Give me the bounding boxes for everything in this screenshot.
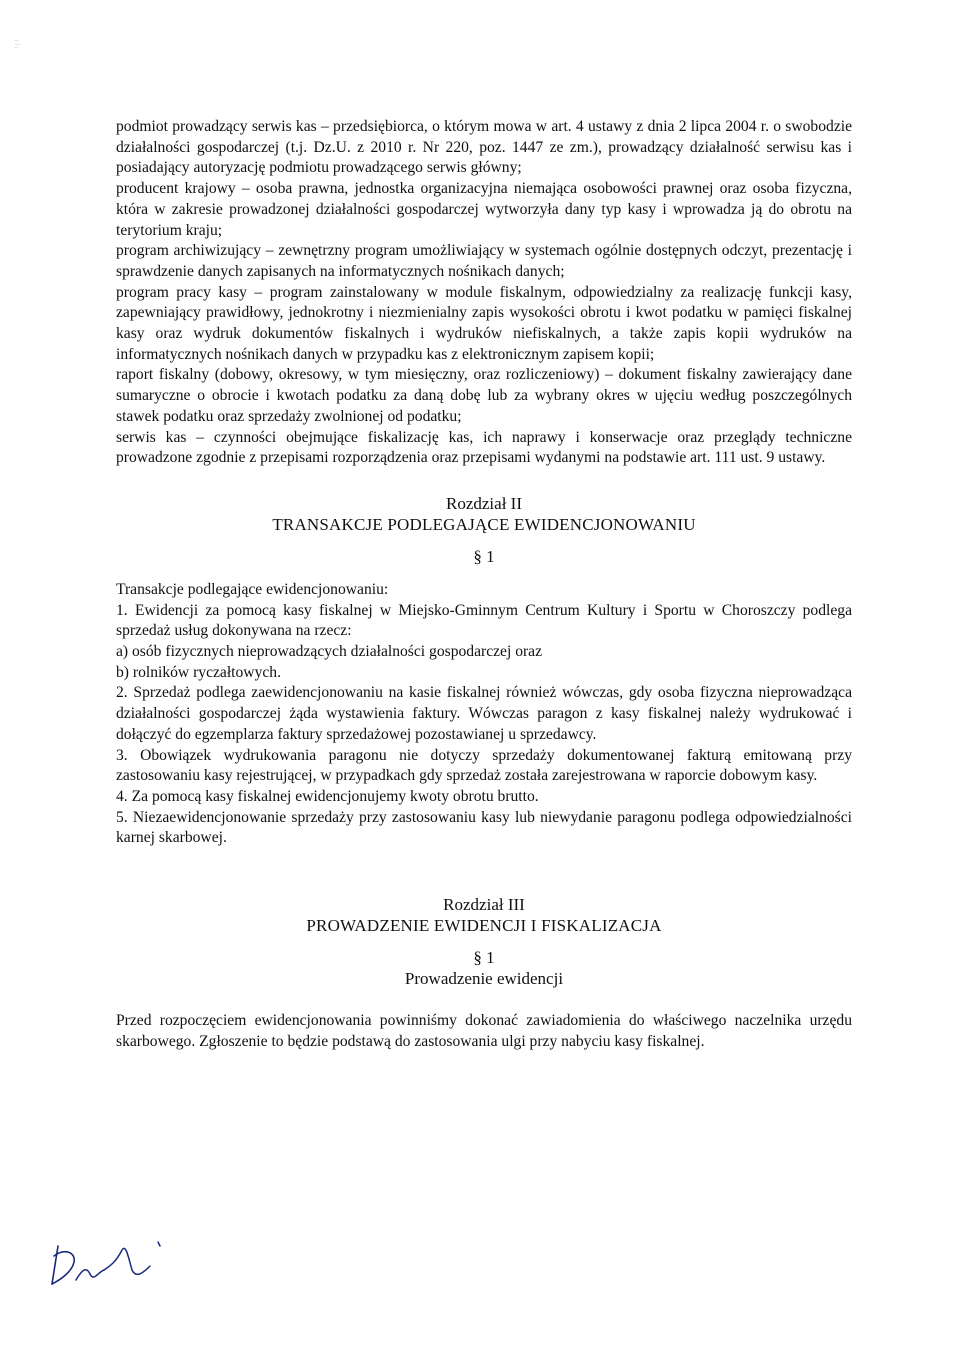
chapter-2-section-mark: § 1: [473, 546, 495, 566]
chapter-3-label: Rozdział III: [443, 895, 525, 915]
chapter-2-item-2: 2. Sprzedaż podlega zaewidencjonowaniu na kasie fiskalnej również wówczas, gdy osoba fizyczna nieprowadząca działalności gospodarczej żąda wystawienia faktury. Wówczas paragon z kasy fiskalnej należy wydrukować i dołączyć do egzemplarza faktury sprzedażowej pozostawianej u sprzedawcy.: [116, 684, 852, 743]
scan-artifact: [13, 36, 21, 46]
document-body: [116, 117, 852, 1053]
chapter-3-section-title: Prowadzenie ewidencji: [404, 969, 564, 989]
chapter-2-intro: Transakcje podlegające ewidencjonowaniu:: [116, 580, 389, 598]
definition-serwis-podmiot: podmiot prowadzący serwis kas – przedsiębiorca, o którym mowa w art. 4 ustawy z dnia 2 lipca 2004 r. o swobodzie działalności gospodarczej (t.j. Dz.U. z 2010 r. Nr 220, poz. 1447 ze zm.), prowadzący działalność serwisu kas i posiadający autoryzację podmiotu prowadzącego serwis główny;: [116, 118, 852, 177]
chapter-3-title: PROWADZENIE EWIDENCJI I FISKALIZACJA: [306, 916, 662, 936]
chapter-2-label: Rozdział II: [446, 493, 522, 513]
chapter-3-body: Przed rozpoczęciem ewidencjonowania powinniśmy dokonać zawiadomienia do właściwego naczelnika urzędu skarbowego. Zgłoszenie to będzie podstawą do zastosowania ulgi przy nabyciu kasy fiskalnej.: [116, 1012, 852, 1050]
definition-raport-fiskalny: raport fiskalny (dobowy, okresowy, w tym miesięczny, oraz rozliczeniowy) – dokument fiskalny zawierający dane sumaryczne o obrocie i kwotach podatku za daną dobę lub za wybrany okres w ujęciu według poszczególnych stawek podatku oraz sprzedaży zwolnionej od podatku;: [116, 366, 852, 425]
chapter-2-item-5: 5. Niezaewidencjonowanie sprzedaży przy zastosowaniu kasy lub niewydanie paragonu podlega odpowiedzialności karnej skarbowej.: [116, 808, 852, 847]
chapter-2-item-1a: a) osób fizycznych nieprowadzących działalności gospodarczej oraz: [116, 643, 543, 661]
chapter-3-section-mark: § 1: [473, 948, 495, 968]
definition-program-archiwizujacy: program archiwizujący – zewnętrzny program umożliwiający w systemach ogólnie dostępnych odczyt, prezentację i sprawdzenie danych zapisanych na informatycznych nośnikach danych;: [116, 242, 852, 280]
chapter-2-item-3: 3. Obowiązek wydrukowania paragonu nie dotyczy sprzedaży dokumentowanej fakturą emitowaną przy zastosowaniu kasy rejestrującej, w przypadkach gdy sprzedaż została zarejestrowana w raporcie dobowym kasy.: [116, 746, 852, 785]
definition-serwis-kas: serwis kas – czynności obejmujące fiskalizację kas, ich naprawy i konserwacje oraz przeglądy techniczne prowadzone zgodnie z przepisami rozporządzenia oraz przepisami wydanymi na podstawie art. 111 ust. 9 ustawy.: [116, 428, 852, 467]
chapter-2-item-4: 4. Za pomocą kasy fiskalnej ewidencjonujemy kwoty obrotu brutto.: [116, 787, 539, 805]
chapter-2-title: TRANSAKCJE PODLEGAJĄCE EWIDENCJONOWANIU: [272, 514, 696, 534]
definition-program-pracy-kasy: program pracy kasy – program zainstalowany w module fiskalnym, odpowiedzialny za realizację funkcji kasy, zapewniający prawidłowy, jednokrotny i niezmienialny zapis wysokości obrotu i kwot podatku w pamięci fiskalnej kasy oraz wydruk dokumentów fiskalnych i wydruków niefiskalnych, a także zapis kopii wydruków na informatycznych nośnikach danych w przypadku kas z elektronicznym zapisem kopii;: [116, 283, 852, 363]
chapter-2-item-1b: b) rolników ryczałtowych.: [116, 663, 281, 681]
definition-producent-krajowy: producent krajowy – osoba prawna, jednostka organizacyjna niemająca osobowości prawnej oraz osoba fizyczna, która w zakresie prowadzonej działalności gospodarczej wytworzyła dany typ kasy i wprowadza ją do obrotu na terytorium kraju;: [116, 180, 852, 239]
chapter-2-item-1: 1. Ewidencji za pomocą kasy fiskalnej w Miejsko-Gminnym Centrum Kultury i Sportu w Choroszczy podlega sprzedaż usług dokonywana na rzecz:: [116, 601, 852, 640]
handwritten-signature: [46, 1236, 186, 1296]
